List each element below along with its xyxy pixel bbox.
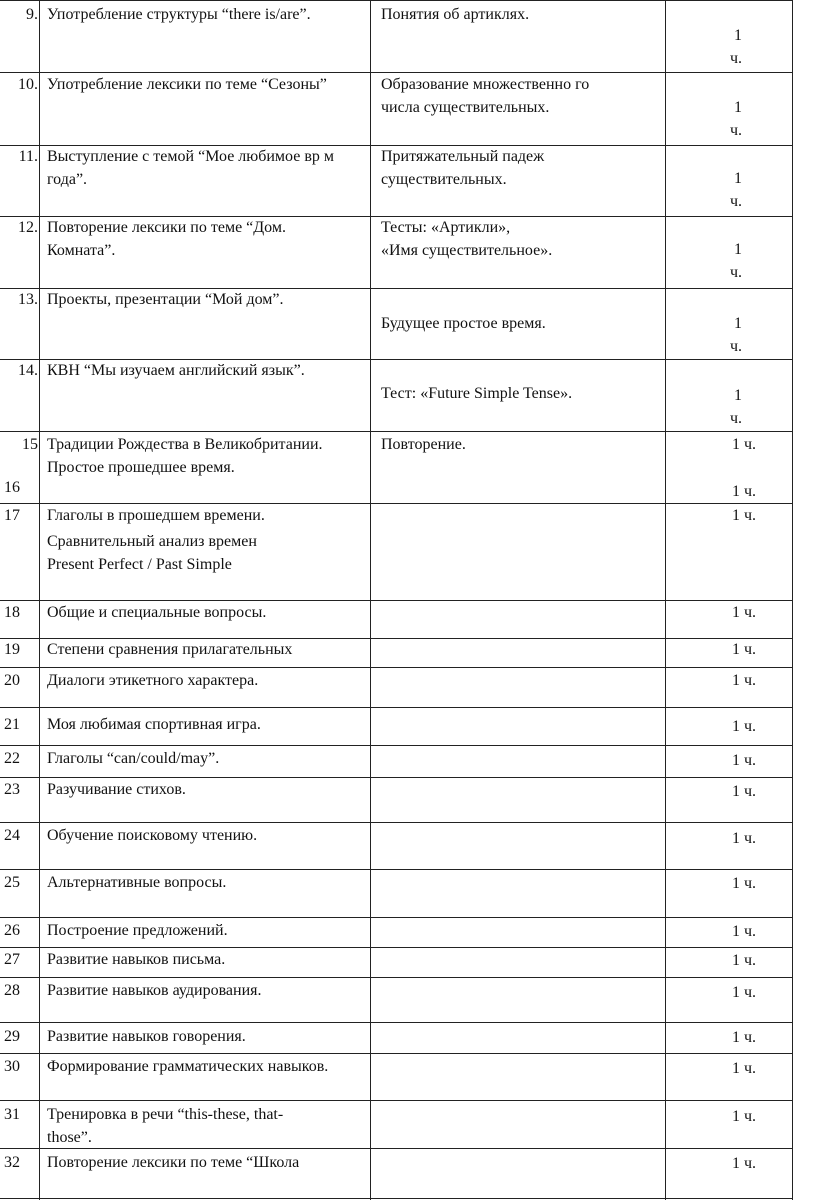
lesson-topic [47, 433, 377, 479]
row-divider [0, 431, 793, 432]
lesson-topic: Моя любимая спортивная игра. [47, 716, 261, 733]
lesson-topic: Построение предложений. [47, 922, 228, 939]
lesson-number: 17 [4, 507, 20, 524]
lesson-topic: Развитие навыков письма. [47, 951, 226, 968]
lesson-number: 18 [4, 604, 20, 621]
grammar-line: Будущее простое время. [381, 315, 546, 332]
lesson-grammar [381, 312, 666, 335]
lesson-number-secondary: 16 [4, 479, 20, 496]
row-divider [0, 745, 793, 746]
lesson-grammar [381, 3, 666, 26]
lesson-topic [47, 145, 377, 191]
lesson-hours: 1 ч. [731, 1029, 756, 1046]
topic-line: Выступление с темой “Мое любимое вр м [47, 148, 335, 165]
lesson-number: 15 [22, 436, 38, 453]
lesson-topic [47, 359, 377, 382]
lesson-hours: 1 ч. [731, 783, 756, 800]
lesson-topic [47, 1103, 377, 1149]
lesson-topic: Степени сравнения прилагательных [47, 641, 293, 658]
lesson-hours [670, 312, 742, 358]
lesson-number: 31 [4, 1106, 20, 1123]
topic-line: those”. [47, 1129, 92, 1146]
hours-value: 1 [734, 170, 742, 187]
grammar-line: Тест: «Future Simple Tense». [381, 385, 573, 402]
lesson-topic [47, 216, 377, 262]
grammar-line: «Имя существительное». [381, 242, 553, 259]
lesson-hours: 1 ч. [731, 1155, 756, 1172]
lesson-hours: 1 ч. [731, 1108, 756, 1125]
row-divider [0, 977, 793, 978]
lesson-hours: 1 ч. [731, 923, 756, 940]
topic-line: Тренировка в речи “this-these, that- [47, 1106, 284, 1123]
lesson-hours: 1 ч. [731, 830, 756, 847]
lesson-number: 10. [18, 76, 38, 93]
lesson-topic: Развитие навыков аудирования. [47, 982, 262, 999]
topic-line: Употребление лексики по теме “Сезоны” [47, 76, 327, 93]
lesson-topic [47, 73, 377, 96]
grammar-line: Образование множественно го [381, 76, 590, 93]
lesson-topic [47, 3, 377, 26]
topic-line: года”. [47, 171, 88, 188]
lesson-number: 13. [18, 291, 38, 308]
lesson-number: 9. [26, 6, 38, 23]
lesson-number: 20 [4, 672, 20, 689]
lesson-topic [47, 288, 377, 311]
grammar-line: Тесты: «Артикли», [381, 219, 511, 236]
lesson-number: 26 [4, 922, 20, 939]
lesson-topic: Общие и специальные вопросы. [47, 604, 267, 621]
lesson-number: 22 [4, 750, 20, 767]
lesson-hours: 1 ч. [731, 984, 756, 1001]
lesson-topic: Развитие навыков говорения. [47, 1028, 246, 1045]
lesson-number: 19 [4, 641, 20, 658]
topic-line: Традиции Рождества в Великобритании. [47, 436, 323, 453]
row-divider [0, 667, 793, 668]
lesson-number: 28 [4, 982, 20, 999]
topic-line: Глаголы в прошедшем времени. [47, 507, 265, 524]
lesson-topic: Альтернативные вопросы. [47, 874, 227, 891]
lesson-grammar [381, 433, 666, 456]
topic-line: Употребление структуры “there is/are”. [47, 6, 311, 23]
hours-unit: ч. [729, 50, 742, 67]
row-divider [0, 707, 793, 708]
row-divider [0, 917, 793, 918]
grammar-line: Притяжательный падеж [381, 148, 545, 165]
row-divider [0, 869, 793, 870]
lesson-hours [670, 238, 742, 284]
lesson-hours [670, 96, 742, 142]
hours-unit: ч. [729, 193, 742, 210]
grammar-line: числа существительных. [381, 99, 550, 116]
lesson-hours: 1 ч. [731, 1060, 756, 1077]
lesson-topic: Диалоги этикетного характера. [47, 672, 259, 689]
hours-unit: ч. [729, 338, 742, 355]
lesson-hours: 1 ч. [731, 875, 756, 892]
lesson-hours: 1 ч. [731, 952, 756, 969]
topic-line: Present Perfect / Past Simple [47, 556, 232, 573]
lesson-topic [47, 504, 377, 576]
lesson-number: 12. [18, 219, 38, 236]
lesson-number: 11. [18, 148, 38, 165]
lesson-hours: 1 ч. [731, 718, 756, 735]
lesson-hours: 1 ч. [731, 752, 756, 769]
grammar-line: Понятия об артиклях. [381, 6, 530, 23]
topic-line: Комната”. [47, 242, 116, 259]
topic-line: Повторение лексики по теме “Дом. [47, 219, 286, 236]
hours-unit: ч. [729, 122, 742, 139]
hours-unit: ч. [729, 264, 742, 281]
lesson-hours: 1 ч. [731, 672, 756, 689]
lesson-hours: 1 ч. [731, 641, 756, 658]
row-divider [0, 822, 793, 823]
lesson-topic: Формирование грамматических навыков. [47, 1058, 329, 1075]
row-divider [0, 1100, 793, 1101]
topic-line: Простое прошедшее время. [47, 459, 235, 476]
row-divider [0, 1198, 793, 1199]
lesson-grammar [381, 382, 666, 405]
lesson-number: 27 [4, 951, 20, 968]
hours-value: 1 ч. [731, 436, 756, 453]
lesson-number: 21 [4, 716, 20, 733]
lesson-topic: Повторение лексики по теме “Школа [47, 1154, 300, 1171]
lesson-topic: Обучение поисковому чтению. [47, 827, 258, 844]
topic-line: Проекты, презентации “Мой дом”. [47, 291, 284, 308]
lesson-hours [670, 167, 742, 213]
hours-value: 1 [734, 241, 742, 258]
lesson-hours [670, 24, 742, 70]
lesson-grammar [381, 216, 666, 262]
topic-line: КВН “Мы изучаем английский язык”. [47, 362, 305, 379]
row-divider [0, 1022, 793, 1023]
lesson-topic: Глаголы “can/could/may”. [47, 750, 220, 767]
lesson-number: 14. [18, 362, 38, 379]
topic-line: Сравнительный анализ времен [47, 533, 257, 550]
lesson-number: 32 [4, 1154, 20, 1171]
grammar-line: существительных. [381, 171, 507, 188]
hours-value: 1 ч. [731, 483, 756, 500]
lesson-hours: 1 ч. [731, 507, 756, 524]
hours-value: 1 [734, 27, 742, 44]
lesson-number: 23 [4, 781, 20, 798]
lesson-hours [670, 384, 742, 430]
lesson-number: 29 [4, 1028, 20, 1045]
lesson-grammar [381, 145, 666, 191]
lesson-number: 30 [4, 1058, 20, 1075]
lesson-topic: Разучивание стихов. [47, 781, 186, 798]
lesson-number: 24 [4, 827, 20, 844]
hours-unit: ч. [729, 410, 742, 427]
lesson-number: 25 [4, 874, 20, 891]
grammar-line: Повторение. [381, 436, 466, 453]
hours-value: 1 [734, 315, 742, 332]
hours-value: 1 [734, 387, 742, 404]
lesson-hours [670, 433, 756, 503]
lesson-grammar [381, 73, 666, 119]
lesson-hours: 1 ч. [731, 604, 756, 621]
row-divider [0, 0, 793, 1]
hours-value: 1 [734, 99, 742, 116]
row-divider [0, 1053, 793, 1054]
